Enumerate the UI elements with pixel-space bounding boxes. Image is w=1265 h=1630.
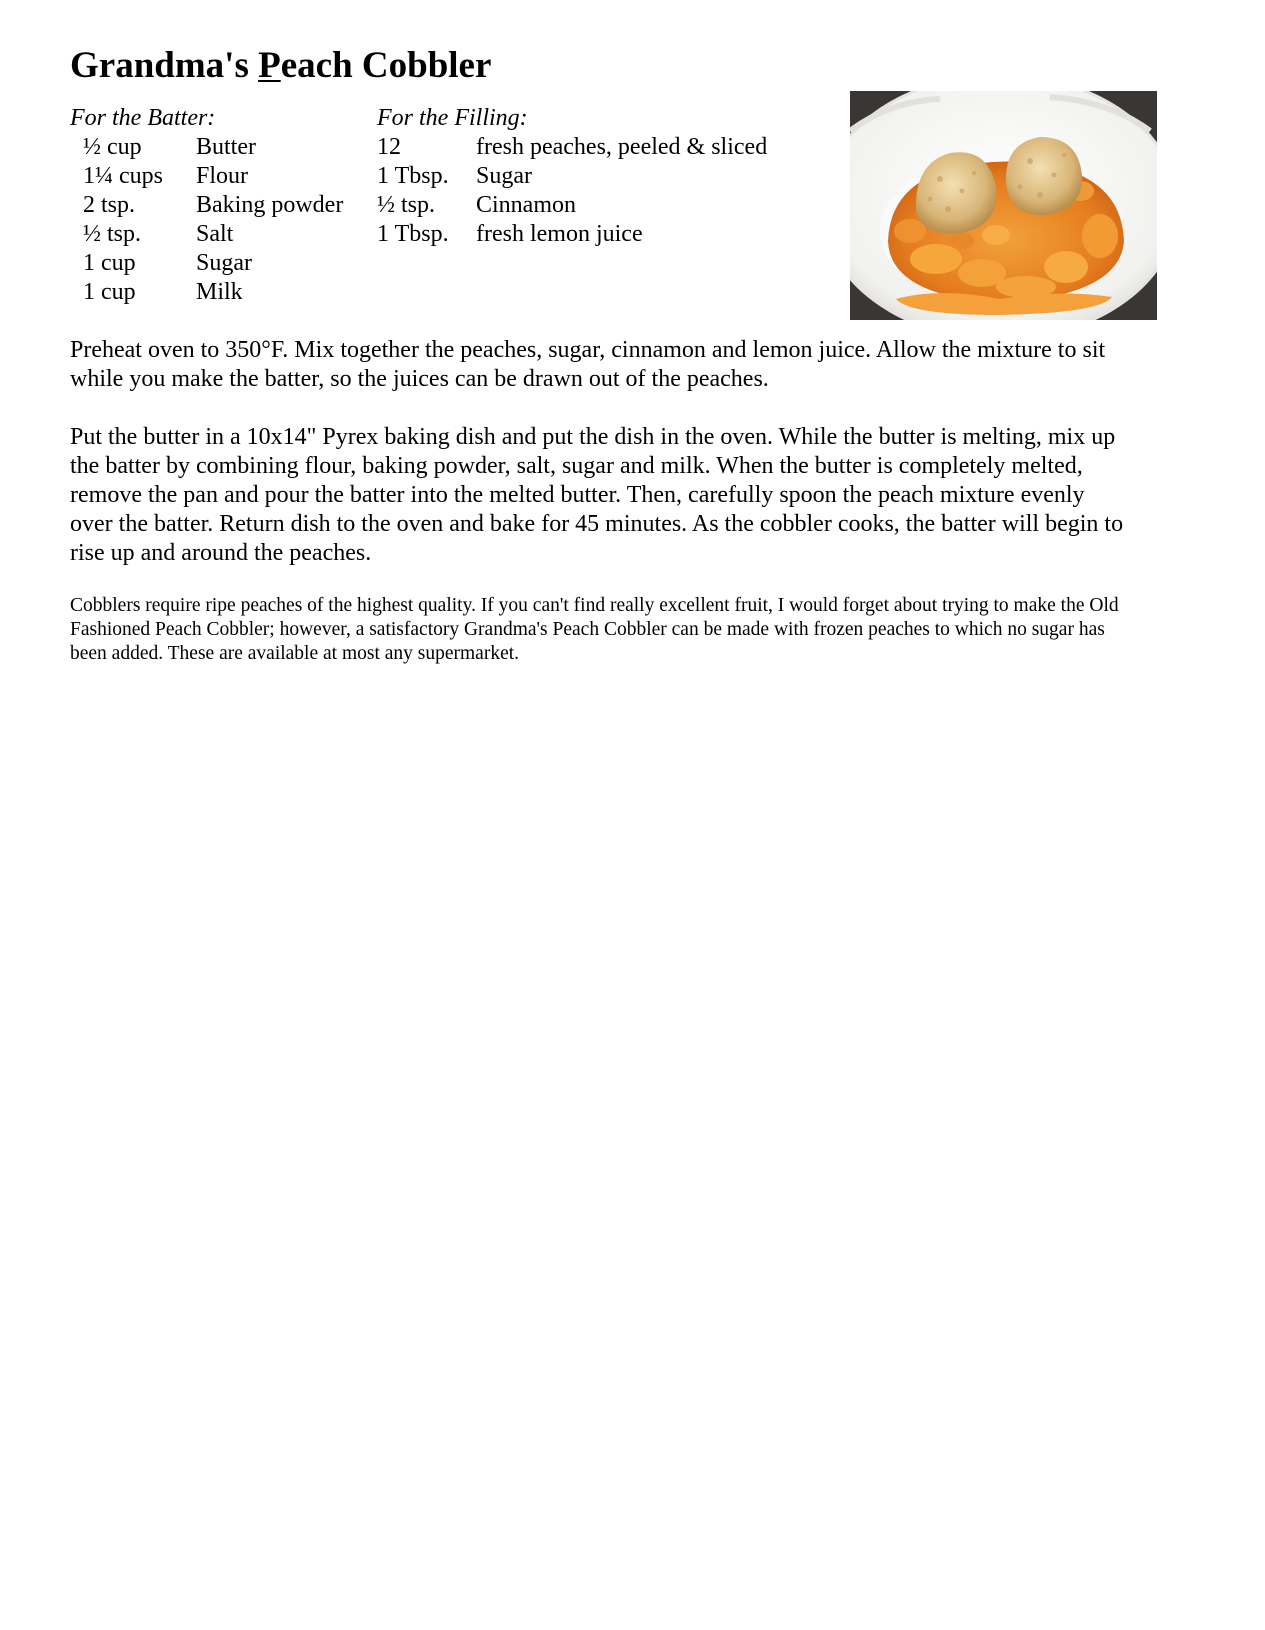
recipe-note: Cobblers require ripe peaches of the highest quality. If you can't find really excellent fruit, I would forget about trying to make the Old Fashioned Peach Cobbler; however, a satisfactory Grandma's Peach Cobbler can be made with frozen peaches to which no sugar has been added. These are available at most any supermarket. [70, 595, 1119, 664]
title-end: each Cobbler [280, 45, 492, 86]
ingredient-row [70, 278, 343, 307]
ingredient-row [377, 133, 767, 162]
ingredient-name: Cinnamon [476, 192, 576, 218]
ingredient-row [377, 162, 767, 191]
ingredient-quantity: 1 Tbsp. [377, 163, 449, 189]
ingredient-name: Flour [196, 163, 249, 189]
ingredient-quantity: 1¼ cups [83, 163, 163, 189]
peach-cobbler-bowl-icon [850, 91, 1157, 320]
ingredient-row [70, 191, 343, 220]
ingredient-name: Butter [196, 134, 256, 160]
ingredient-name: Salt [196, 221, 234, 247]
ingredient-row [377, 220, 767, 249]
ingredient-quantity: 1 Tbsp. [377, 221, 449, 247]
instructions-paragraph-2: Put the butter in a 10x14" Pyrex baking dish and put the dish in the oven. While the butter is melting, mix up the batter by combining flour, baking powder, salt, sugar and milk. When the butter is completely melted, remove the pan and pour the batter into the melted butter. Then, carefully spoon the peach mixture evenly over the batter. Return dish to the oven and bake for 45 minutes. As the cobbler cooks, the batter will begin to rise up and around the peaches. [70, 424, 1124, 566]
ingredient-name: Sugar [476, 163, 532, 189]
filling-heading: For the Filling: [377, 105, 528, 131]
peach-cobbler-photo [850, 91, 1157, 320]
instructions-paragraph-1: Preheat oven to 350°F. Mix together the peaches, sugar, cinnamon and lemon juice. Allow the mixture to sit while you make the batter, so the juices can be drawn out of the peaches. [70, 337, 1106, 392]
ingredient-quantity: ½ cup [83, 134, 142, 160]
batter-ingredients [70, 104, 343, 307]
ingredient-name: fresh lemon juice [476, 221, 643, 247]
ingredient-row [70, 249, 343, 278]
ingredient-quantity: ½ tsp. [377, 192, 436, 218]
title-start: Grandma's [70, 45, 259, 86]
recipe-title [70, 44, 491, 88]
ingredient-quantity: 1 cup [83, 250, 136, 276]
ingredient-quantity: 12 [377, 134, 401, 160]
ingredient-name: Sugar [196, 250, 252, 276]
ingredient-quantity: 2 tsp. [83, 192, 136, 218]
ingredient-name: fresh peaches, peeled & sliced [476, 134, 768, 160]
ingredient-row [377, 191, 767, 220]
ingredient-row [70, 133, 343, 162]
filling-ingredients [377, 104, 767, 249]
title-underlined-letter: P [258, 45, 281, 86]
ingredient-row [70, 162, 343, 191]
batter-heading: For the Batter: [70, 105, 216, 131]
ingredient-name: Milk [196, 279, 243, 305]
ingredient-name: Baking powder [196, 192, 344, 218]
ingredient-quantity: 1 cup [83, 279, 136, 305]
ingredient-quantity: ½ tsp. [83, 221, 142, 247]
ingredient-row [70, 220, 343, 249]
